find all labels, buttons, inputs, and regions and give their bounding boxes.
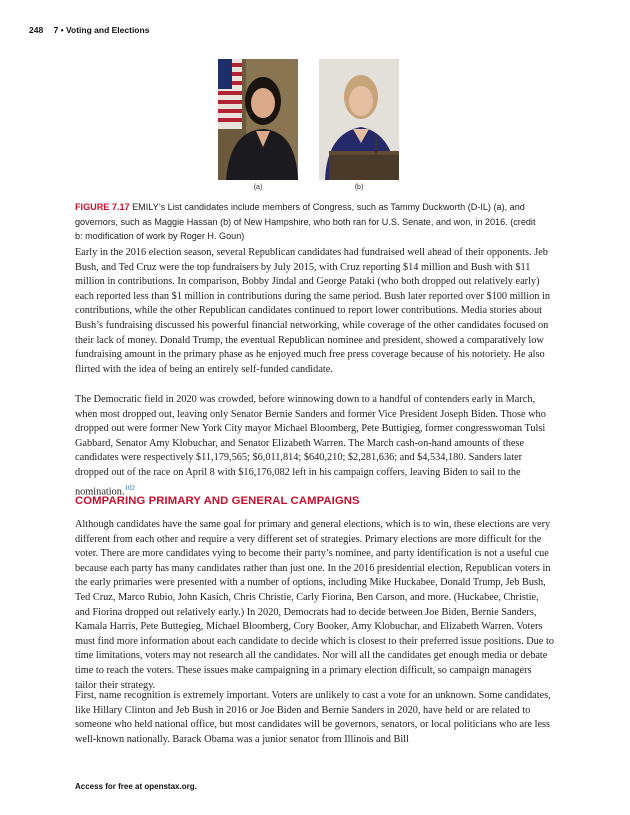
- figure-caption-text: EMILY’s List candidates include members of Congress, such as Tammy Duckworth (D-IL) (a), and governors, such as Maggie Hassan (b) of New Hampshire, who both ran for U.S. Senate, and won, in 2016. (credit b: modification of work by Roger H. Goun): [75, 202, 536, 241]
- section-heading: COMPARING PRIMARY AND GENERAL CAMPAIGNS: [75, 495, 360, 507]
- page-number: 248: [29, 25, 44, 35]
- paragraph-2: [75, 393, 555, 500]
- paragraph-3-text: Although candidates have the same goal for primary and general elections, which is to win, these elections are very different from each other and require a very different set of strategies. Primary elections are more difficult for the voter. There are more candidates vying to become their party’s nominee, and party identification is not a useful cue because each party has many candidates rather than just one. In the 2016 presidential election, Republican voters in the early primaries were presented with a number of options, including Mike Huckabee, Donald Trump, Jeb Bush, Ted Cruz, Marco Rubio, John Kasich, Chris Christie, Carly Fiorina, Ben Carson, and more. (Huckabee, Christie, and Fiorina dropped out relatively early.) In 2020, Democrats had to decide between Joe Biden, Bernie Sanders, Kamala Harris, Pete Buttegieg, Michael Bloomberg, Cory Booker, Amy Klobuchar, and Elizabeth Warren. Voters must find more information about each candidate to decide which is closest to their preferred issue positions. Due to time limitations, voters may not research all the candidates. Nor will all the candidates get enough media or debate time to reach the voters. These issues make campaigning in a primary election difficult, so campaign managers tailor their strategy.: [75, 519, 554, 691]
- figure-label: FIGURE 7.17: [75, 202, 130, 212]
- footer: Access for free at openstax.org.: [75, 782, 197, 791]
- caption-a: (a): [253, 184, 263, 191]
- paragraph-3: [75, 518, 555, 693]
- paragraph-4-text: First, name recognition is extremely important. Voters are unlikely to cast a vote for an unknown. Some candidates, like Hillary Clinton and Jeb Bush in 2016 or Joe Biden and Bernie Sanders in 2020, have held or are related to someone who held national office, but most candidates will be governors, senators, or local politicians who are less well-known nationally. Barack Obama was a junior senator from Illinois and Bill: [75, 690, 551, 745]
- paragraph-1-text: Early in the 2016 election season, several Republican candidates had fundraised well ahead of their opponents. Jeb Bush, and Ted Cruz were the top fundraisers by July 2015, with Cruz reporting $14 million and Bush with $11 million in contributions. In comparison, Bobby Jindal and George Pataki (who both dropped out relatively early) each reported less than $1 million in contributions during the same period. Bush later reported over $100 million in contributions, while the other Republican candidates continued to report lower contributions. Media stories about Bush’s fundraising discussed his powerful financial networking, while coverage of the other candidates focused on their lack of money. Donald Trump, the eventual Republican nominee and president, showed a comparatively low fundraising amount in the primary phase as he enjoyed much free press coverage because of his notoriety. He also flirted with the idea of being an entirely self-funded candidate.: [75, 247, 550, 375]
- caption-b: (b): [354, 184, 364, 191]
- paragraph-1: [75, 246, 555, 377]
- paragraph-4: [75, 689, 555, 747]
- footnote-link[interactable]: 102: [124, 483, 135, 492]
- podium: [329, 153, 399, 180]
- figure-caption: [75, 200, 545, 244]
- photo-b: [319, 59, 399, 180]
- paragraph-2-text: The Democratic field in 2020 was crowded, before winnowing down to a handful of contenders early in March, when most dropped out, leaving only Senator Bernie Sanders and former Vice President Joseph Biden. Those who dropped out were former New York City mayor Michael Bloomberg, Pete Buttigieg, former congresswoman Tulsi Gabbard, Senator Amy Klobuchar, and Senator Elizabeth Warren. The March cash-on-hand amounts of these candidates were respectively $11,179,565; $6,011,814; $640,210; $2,281,636; and $4,534,180. Sanders later dropped out of the race on April 8 with $16,176,082 left in his campaign coffers, leaving Biden to sail to the nomination.: [75, 394, 546, 497]
- photo-a: [218, 59, 298, 180]
- chapter-title: 7 • Voting and Elections: [53, 25, 150, 35]
- page-header: [29, 25, 149, 35]
